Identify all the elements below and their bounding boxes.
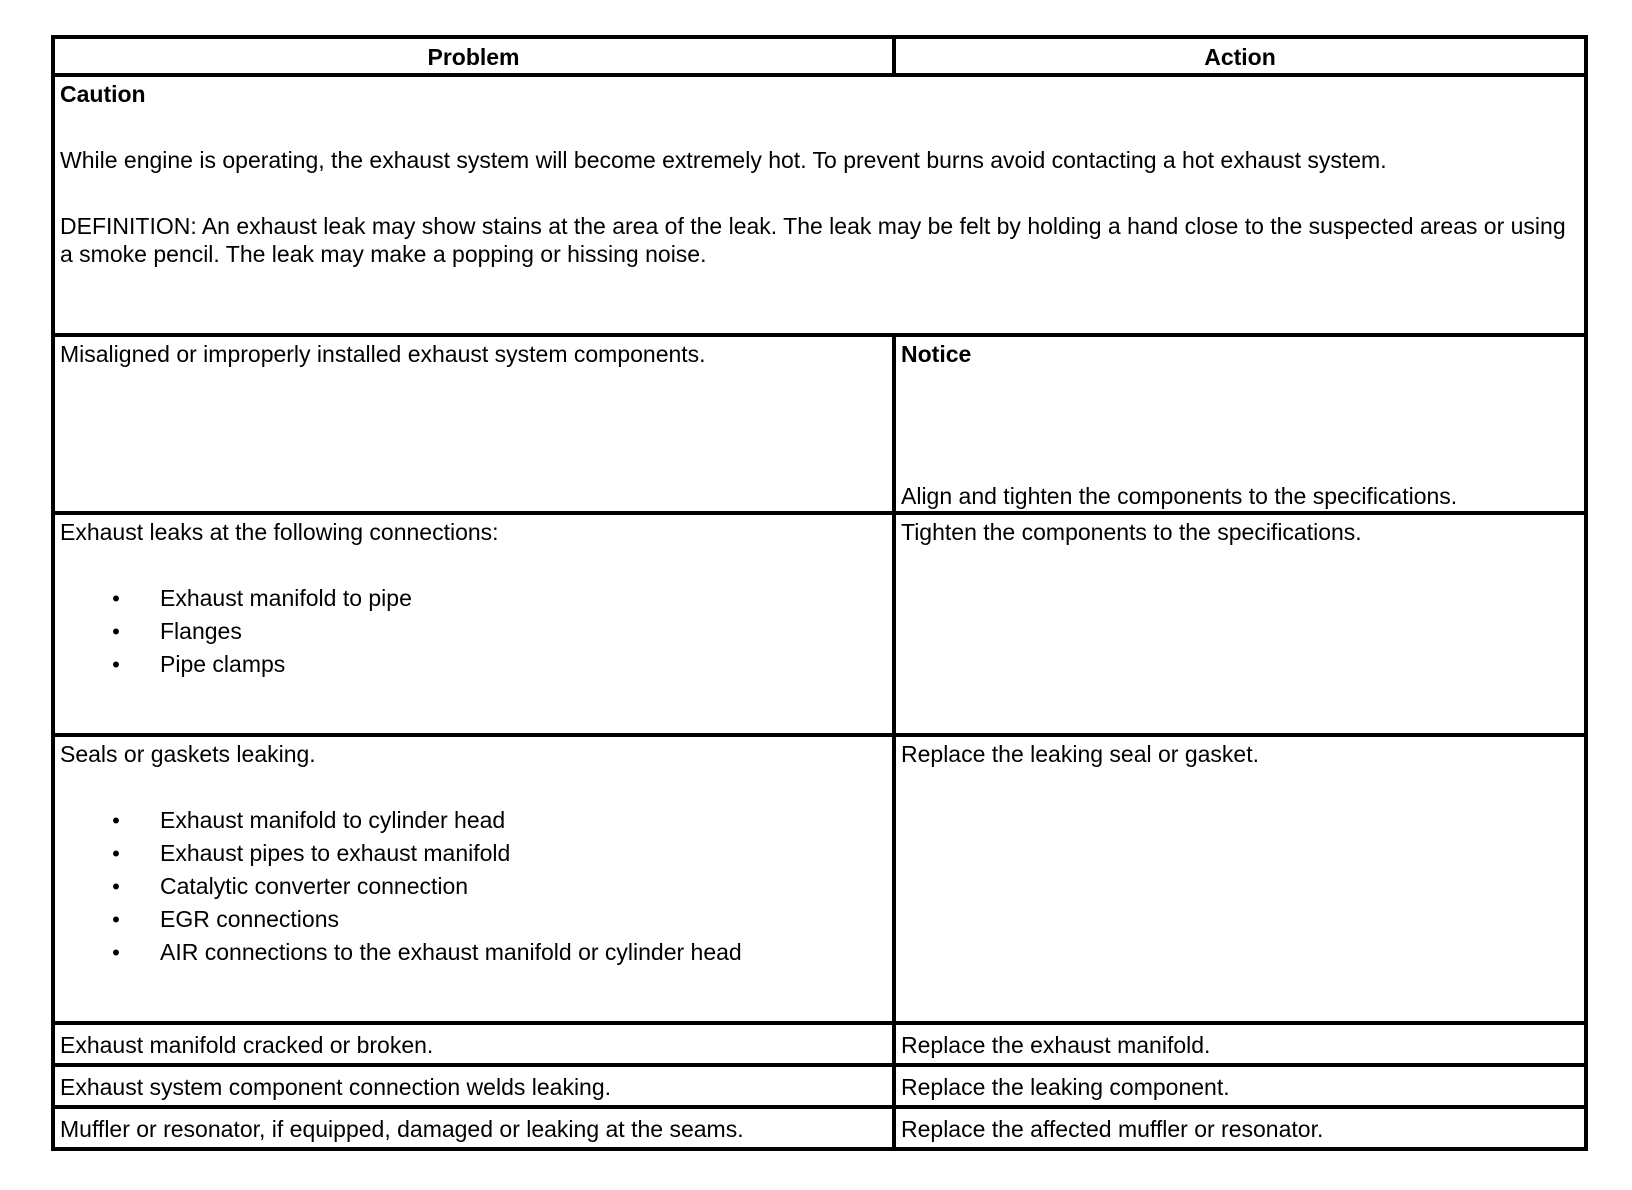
list-item-text: Flanges [160, 618, 242, 644]
bullet-icon: • [112, 940, 120, 965]
table-row [53, 513, 1586, 735]
problem-text: Misaligned or improperly installed exhaust system components. [60, 341, 706, 367]
action-text: Tighten the components to the specifications. [901, 519, 1362, 545]
caution-title: Caution [60, 81, 146, 107]
list-item-text: EGR connections [160, 906, 339, 932]
action-cell: Replace the affected muffler or resonator. [894, 1107, 1586, 1149]
list-item-text: Pipe clamps [160, 651, 286, 677]
bullet-icon: • [112, 907, 120, 932]
troubleshooting-table [51, 35, 1588, 1151]
table-row [53, 735, 1586, 1023]
definition-text: DEFINITION: An exhaust leak may show stains at the area of the leak. The leak may be felt by holding a hand close to the suspected areas or using a smoke pencil. The leak may make a popping or hissing noise. [60, 213, 1566, 267]
table-row [53, 1107, 1586, 1149]
problem-cell [53, 513, 894, 735]
list-item [60, 903, 887, 936]
list-item-text: AIR connections to the exhaust manifold or cylinder head [160, 939, 742, 965]
list-item [60, 936, 887, 969]
bullet-icon: • [112, 808, 120, 833]
list-item [60, 804, 887, 837]
bullet-icon: • [112, 586, 120, 611]
list-item [60, 648, 887, 681]
problem-cell [53, 735, 894, 1023]
action-cell [894, 735, 1586, 1023]
header-row [53, 37, 1586, 75]
bullet-icon: • [112, 619, 120, 644]
problem-cell: Exhaust manifold cracked or broken. [53, 1023, 894, 1065]
problem-text: Exhaust leaks at the following connections: [60, 519, 499, 545]
bullet-icon: • [112, 652, 120, 677]
bullet-icon: • [112, 841, 120, 866]
list-item [60, 582, 887, 615]
caution-cell [53, 75, 1586, 335]
action-column-header: Action [894, 37, 1586, 75]
connection-list [60, 582, 887, 681]
list-item [60, 837, 887, 870]
action-cell [894, 513, 1586, 735]
list-item-text: Exhaust manifold to cylinder head [160, 807, 506, 833]
table-row [53, 1023, 1586, 1065]
problem-cell: Muffler or resonator, if equipped, damaged or leaking at the seams. [53, 1107, 894, 1149]
problem-cell: Exhaust system component connection welds leaking. [53, 1065, 894, 1107]
problem-column-header: Problem [53, 37, 894, 75]
seal-list [60, 804, 887, 969]
bullet-icon: • [112, 874, 120, 899]
problem-cell [53, 335, 894, 513]
action-text: Align and tighten the components to the specifications. [901, 483, 1458, 509]
action-cell: Replace the exhaust manifold. [894, 1023, 1586, 1065]
caution-warning-text: While engine is operating, the exhaust system will become extremely hot. To prevent burns avoid contacting a hot exhaust system. [60, 147, 1387, 173]
list-item [60, 615, 887, 648]
list-item-text: Exhaust pipes to exhaust manifold [160, 840, 511, 866]
action-cell: Replace the leaking component. [894, 1065, 1586, 1107]
action-text: Replace the leaking seal or gasket. [901, 741, 1259, 767]
action-cell [894, 335, 1586, 513]
notice-title: Notice [901, 341, 972, 367]
table-row [53, 1065, 1586, 1107]
problem-text: Seals or gaskets leaking. [60, 741, 316, 767]
list-item-text: Catalytic converter connection [160, 873, 469, 899]
table-row [53, 335, 1586, 513]
caution-row [53, 75, 1586, 335]
list-item [60, 870, 887, 903]
list-item-text: Exhaust manifold to pipe [160, 585, 412, 611]
